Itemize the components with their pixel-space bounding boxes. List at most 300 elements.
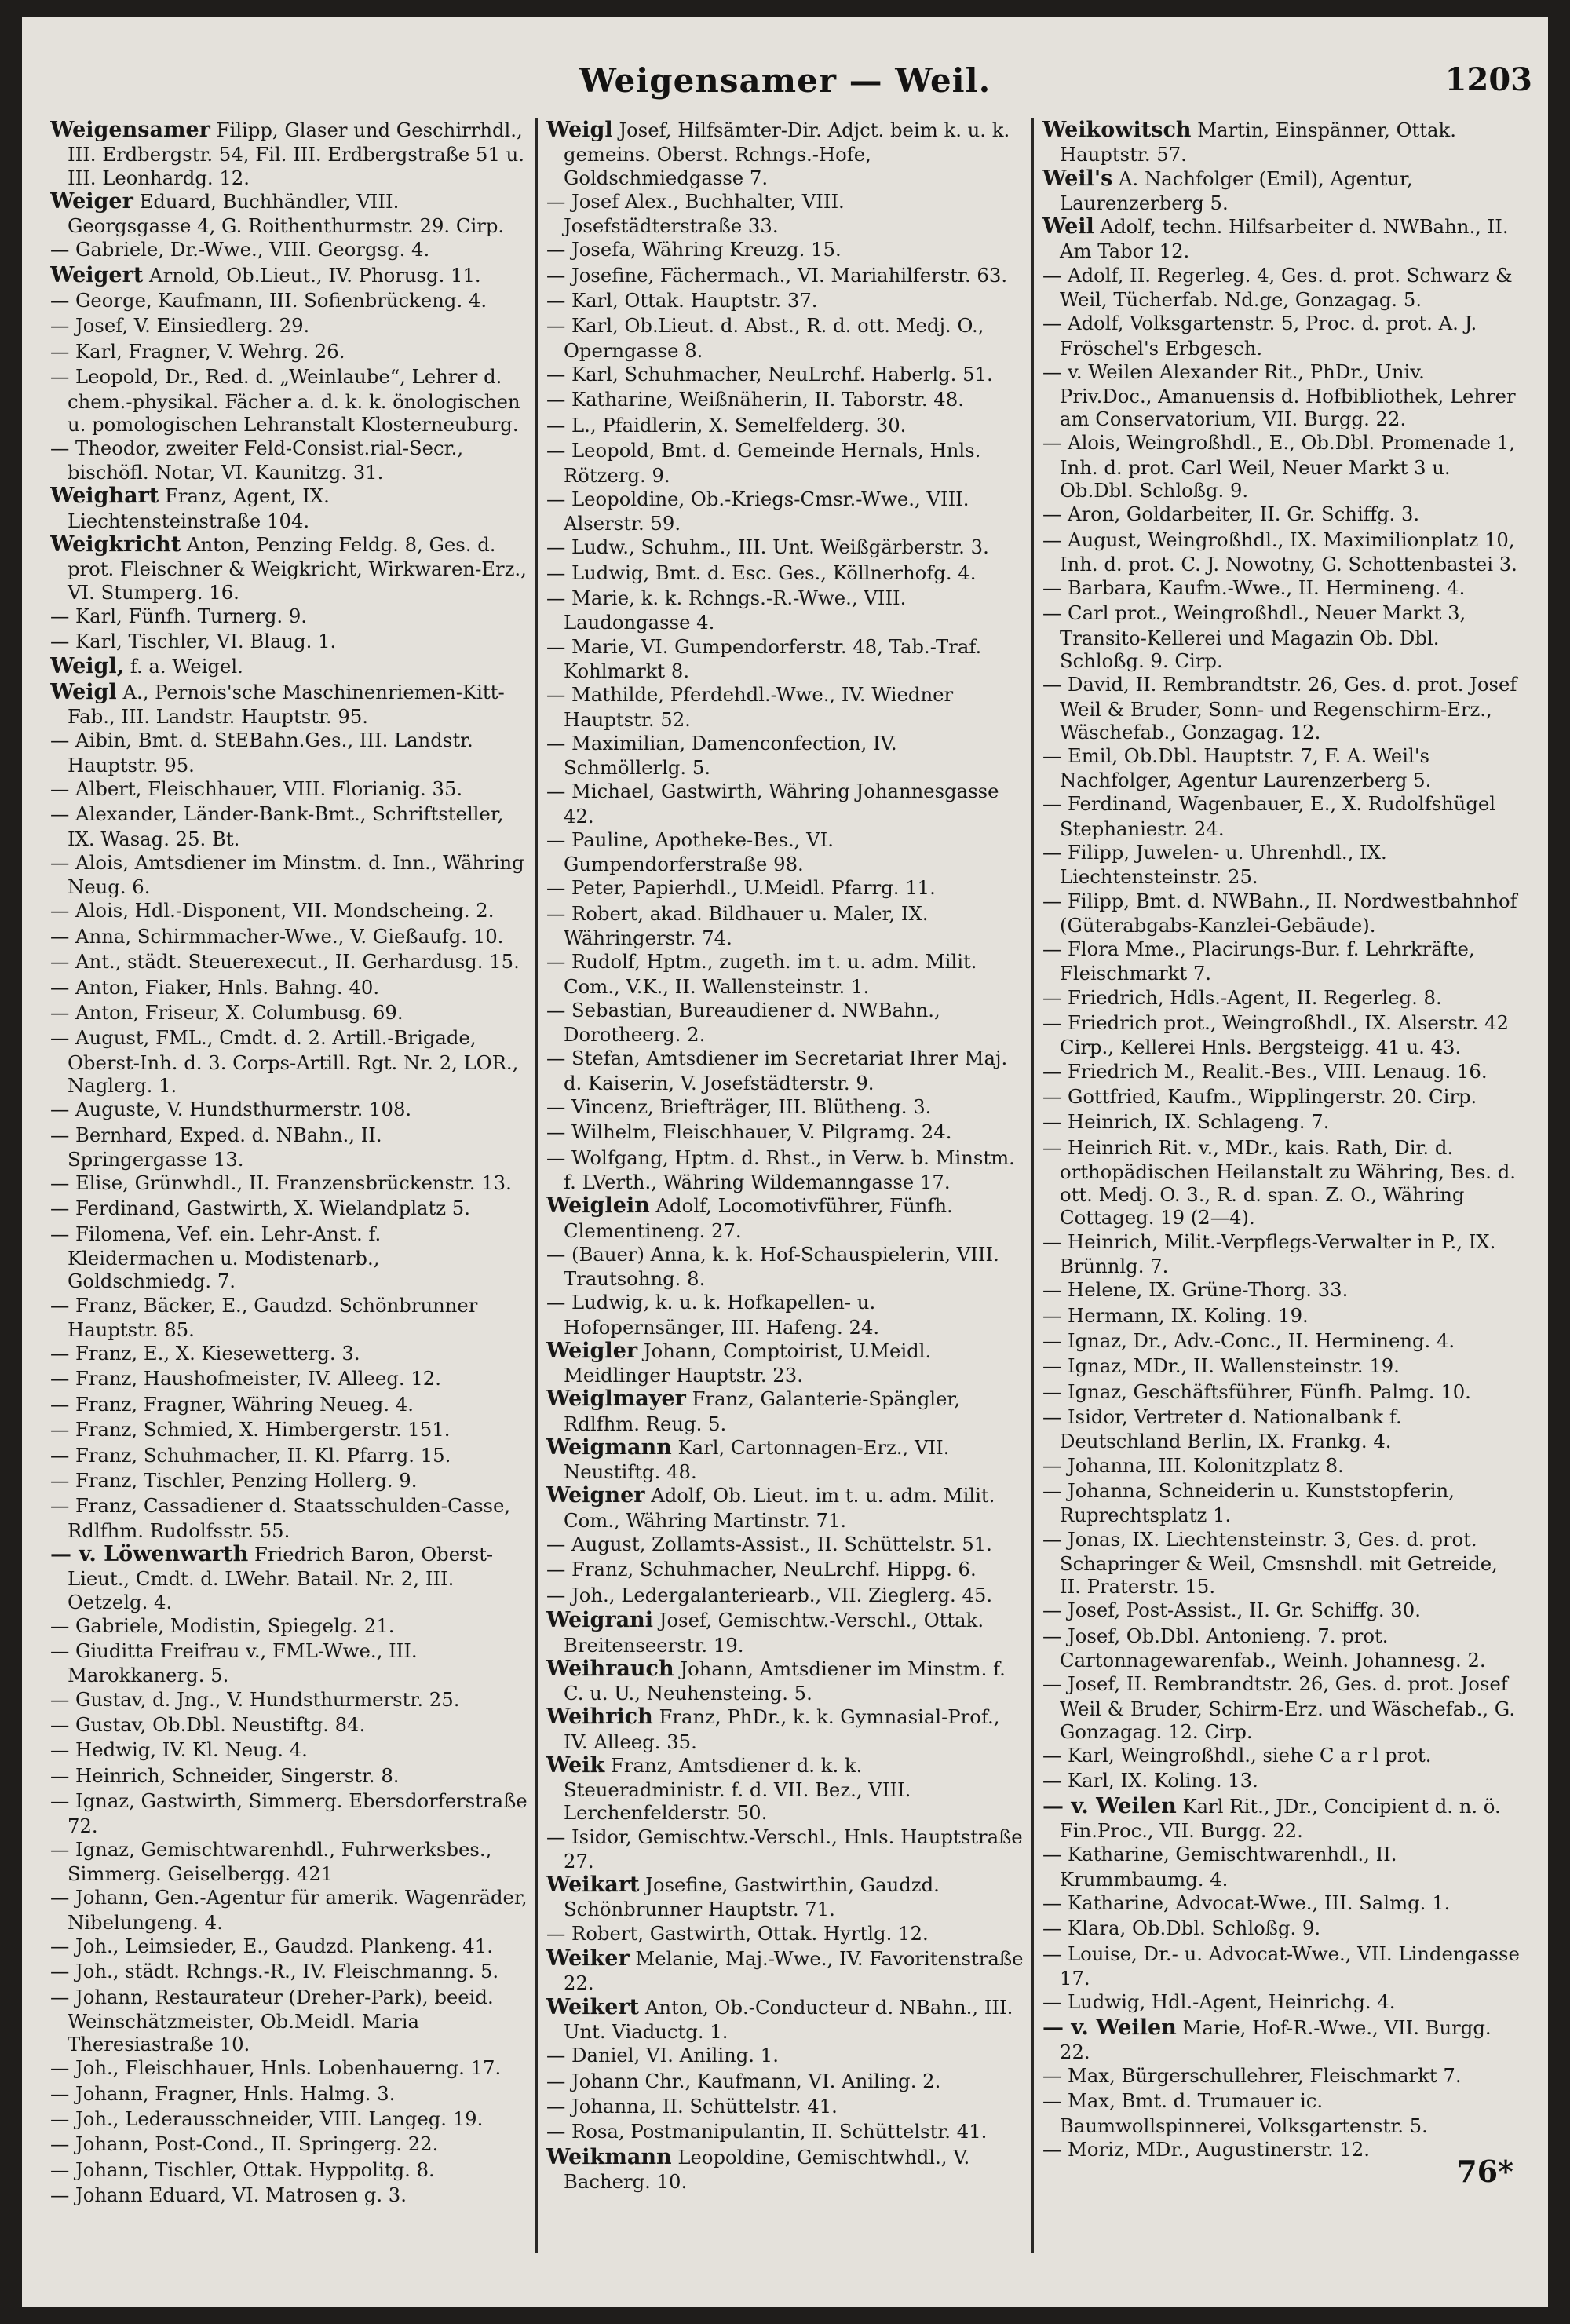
entry-text: — Ignaz, Dr., Adv.-Conc., II. Hermineng. 4.: [1042, 1328, 1455, 1352]
entry-text: Johann, Comptoirist, U.Meidl. Meidlinger Hauptstr. 23.: [564, 1339, 932, 1387]
entry-text: — Carl prot., Weingroßhdl., Neuer Markt 3, Transito-Kellerei und Magazin Ob. Dbl. Schloßg. 9. Cirp.: [1042, 601, 1466, 673]
entry-text: Melanie, Maj.-Wwe., IV. Favoritenstraße 22.: [564, 1947, 1024, 1995]
directory-entry: [50, 1222, 528, 1293]
directory-entry: [50, 1123, 528, 1171]
directory-entry: [1042, 2137, 1520, 2162]
entry-text: — Johann Eduard, VI. Matrosen g. 3.: [50, 2183, 407, 2207]
entry-text: — Johann, Tischler, Ottak. Hyppolitg. 8.: [50, 2158, 435, 2181]
entry-text: — Bernhard, Exped. d. NBahn., II. Springergasse 13.: [50, 1123, 382, 1171]
entry-text: — Marie, k. k. Rchngs.-R.-Wwe., VIII. Laudongasse 4.: [546, 586, 907, 634]
directory-entry: [1042, 1794, 1520, 1843]
column-2: [546, 118, 1024, 2253]
entry-text: — Michael, Gastwirth, Währing Johannesgasse 42.: [546, 780, 999, 828]
entry-text: — Johann, Post-Cond., II. Springerg. 22.: [50, 2132, 439, 2156]
directory-entry: [1042, 744, 1520, 792]
directory-entry: [546, 1120, 1024, 1145]
directory-entry: [1042, 263, 1520, 312]
directory-entry: [50, 2055, 528, 2081]
entry-text: — Moriz, MDr., Augustinerstr. 12.: [1042, 2137, 1370, 2161]
directory-entry: [1042, 1084, 1520, 1109]
entry-text: — Ludwig, k. u. k. Hofkapellen- u. Hofopernsänger, III. Hafeng. 24.: [546, 1291, 880, 1339]
entry-text: — Johanna, Schneiderin u. Kunststopferin, Ruprechtsplatz 1.: [1042, 1479, 1455, 1527]
entry-text: — August, FML., Cmdt. d. 2. Artill.-Brigade, Oberst-Inh. d. 3. Corps-Artill. Rgt. Nr. 2, LOR., Naglerg. 1.: [50, 1026, 519, 1097]
directory-entry: [1042, 1303, 1520, 1328]
directory-entry: [546, 2119, 1024, 2144]
directory-entry: [50, 1687, 528, 1712]
directory-entry: [546, 682, 1024, 731]
directory-entry: [546, 1387, 1024, 1435]
directory-entry: [546, 1435, 1024, 1484]
entry-text: — Alois, Amtsdiener im Minstm. d. Inn., Währing Neug. 6.: [50, 850, 524, 899]
directory-entry: [50, 2132, 528, 2157]
entry-text: — Leopoldine, Ob.-Kriegs-Cmsr.-Wwe., VIII. Alserstr. 59.: [546, 487, 969, 535]
directory-entry: [50, 1443, 528, 1468]
entry-text: — Ignaz, Geschäftsführer, Fünfh. Palmg. 10.: [1042, 1379, 1471, 1403]
directory-entry: [50, 1985, 528, 2056]
entry-text: — Adolf, Volksgartenstr. 5, Proc. d. prot. A. J. Fröschel's Erbgesch.: [1042, 312, 1477, 360]
entry-text: Anton, Penzing Feldg. 8, Ges. d. prot. Fleischner & Weigkricht, Wirkwaren-Erz., VI. Stumperg. 16.: [68, 533, 527, 604]
directory-entry: [50, 118, 528, 189]
entry-text: — Pauline, Apotheke-Bes., VI. Gumpendorferstraße 98.: [546, 828, 834, 876]
directory-entry: [546, 1146, 1024, 1194]
directory-entry: [546, 1193, 1024, 1242]
entry-text: — Anton, Friseur, X. Columbusg. 69.: [50, 1001, 403, 1025]
directory-entry: [50, 2183, 528, 2208]
entry-text: — Franz, Tischler, Penzing Hollerg. 9.: [50, 1469, 418, 1493]
directory-entry: [546, 998, 1024, 1047]
entry-text: — Karl, Tischler, VI. Blaug. 1.: [50, 630, 337, 653]
entry-text: — Josef, II. Rembrandtstr. 26, Ges. d. prot. Josef Weil & Bruder, Schirm-Erz. und Wäschefab., G. Gonzagag. 12. Cirp.: [1042, 1672, 1516, 1743]
entry-surname: Weigrani: [546, 1608, 654, 1633]
entry-surname: Weigl: [546, 118, 613, 142]
entry-surname: Weiker: [546, 1946, 630, 1971]
directory-entry: [50, 364, 528, 436]
entry-surname: Weiger: [50, 188, 133, 214]
directory-entry: [1042, 118, 1520, 166]
directory-entry: [50, 237, 528, 262]
directory-entry: [50, 1000, 528, 1025]
entry-text: — Leopold, Bmt. d. Gemeinde Hernals, Hnls. Rötzerg. 9.: [546, 439, 981, 487]
directory-entry: [546, 1046, 1024, 1094]
directory-entry: [1042, 1010, 1520, 1059]
entry-text: — Heinrich, Schneider, Singerstr. 8.: [50, 1763, 400, 1787]
directory-entry: [546, 1946, 1024, 1995]
entry-surname: Weigmann: [546, 1434, 672, 1460]
directory-entry: [50, 263, 528, 288]
directory-entry: [1042, 1135, 1520, 1230]
directory-entry: [1042, 1230, 1520, 1278]
directory-entry: [546, 362, 1024, 387]
entry-text: — v. Weilen Alexander Rit., PhDr., Univ. Priv.Doc., Amanuensis d. Hofbibliothek, Lehrer am Conservatorium, VII. Burgg. 22.: [1042, 360, 1516, 431]
entry-text: — Katharine, Weißnäherin, II. Taborstr. 48.: [546, 388, 964, 411]
entry-surname: Weil's: [1042, 166, 1113, 191]
entry-text: — Johanna, III. Kolonitzplatz 8.: [1042, 1453, 1344, 1477]
entry-text: — Gabriele, Modistin, Spiegelg. 21.: [50, 1613, 395, 1637]
directory-columns: [50, 118, 1534, 2253]
entry-text: Franz, PhDr., k. k. Gymnasial-Prof., IV. Alleeg. 35.: [564, 1705, 1000, 1753]
directory-entry: [1042, 528, 1520, 576]
entry-text: — Stefan, Amtsdiener im Secretariat Ihrer Maj. d. Kaiserin, V. Josefstädterstr. 9.: [546, 1047, 1008, 1094]
entry-text: — Joh., städt. Rchngs.-R., IV. Fleischmanng. 5.: [50, 1960, 499, 1983]
directory-entry: [50, 1392, 528, 1417]
entry-text: — Wilhelm, Fleischhauer, V. Pilgramg. 24.: [546, 1120, 952, 1144]
directory-entry: [1042, 576, 1520, 601]
directory-entry: [50, 484, 528, 532]
directory-entry: [1042, 1478, 1520, 1527]
directory-entry: [50, 924, 528, 949]
entry-surname: Weigkricht: [50, 532, 181, 557]
column-3: [1042, 118, 1520, 2253]
directory-entry: [1042, 1453, 1520, 1478]
entry-text: Franz, Amtsdiener d. k. k. Steueradministr. f. d. VII. Bez., VIII. Lerchenfelderstr. 50.: [564, 1753, 911, 1825]
entry-text: — Gottfried, Kaufm., Wipplingerstr. 20. Cirp.: [1042, 1084, 1477, 1108]
directory-entry: [1042, 985, 1520, 1010]
entry-surname: Weik: [546, 1752, 605, 1778]
entry-text: — Aibin, Bmt. d. StEBahn.Ges., III. Landstr. Hauptstr. 95.: [50, 729, 473, 776]
directory-entry: [546, 487, 1024, 535]
directory-entry: [50, 189, 528, 238]
entry-text: — Friedrich, Hdls.-Agent, II. Regerleg. 8.: [1042, 985, 1442, 1009]
entry-text: — Josef, V. Einsiedlerg. 29.: [50, 314, 310, 338]
entry-text: — Johann Chr., Kaufmann, VI. Aniling. 2.: [546, 2069, 941, 2092]
entry-text: — Josefa, Währing Kreuzg. 15.: [546, 238, 842, 261]
entry-text: — Maximilian, Damenconfection, IV. Schmöllerlg. 5.: [546, 731, 897, 780]
entry-text: — Hermann, IX. Koling. 19.: [1042, 1303, 1309, 1327]
entry-text: — Heinrich Rit. v., MDr., kais. Rath, Dir. d. orthopädischen Heilanstalt zu Währing, Bes. d. ott. Medj. O. 3., R. d. span. Z. O., Währing Cottageg. 19 (2—4).: [1042, 1135, 1516, 1230]
entry-text: — Franz, Fragner, Währing Neueg. 4.: [50, 1392, 414, 1416]
entry-text: — Ludwig, Bmt. d. Esc. Ges., Köllnerhofg. 4.: [546, 561, 977, 584]
entry-text: — Johanna, II. Schüttelstr. 41.: [546, 2094, 838, 2118]
entry-surname: Weigert: [50, 262, 144, 287]
directory-entry: [1042, 1328, 1520, 1354]
directory-entry: [50, 1293, 528, 1342]
directory-entry: [50, 850, 528, 899]
entry-text: Adolf, techn. Hilfsarbeiter d. NWBahn., II. Am Tabor 12.: [1060, 215, 1509, 263]
directory-entry: [50, 949, 528, 974]
directory-entry: [546, 949, 1024, 998]
entry-text: — L., Pfaidlerin, X. Semelfelderg. 30.: [546, 413, 907, 437]
directory-entry: [546, 1483, 1024, 1532]
entry-text: — Auguste, V. Hundsthurmerstr. 108.: [50, 1098, 412, 1121]
directory-entry: [546, 1557, 1024, 1582]
entry-text: — Franz, Schmied, X. Himbergerstr. 151.: [50, 1418, 451, 1442]
directory-entry: [50, 1171, 528, 1196]
directory-entry: [1042, 1990, 1520, 2015]
directory-entry: [1042, 1527, 1520, 1599]
entry-text: Karl, Cartonnagen-Erz., VII. Neustiftg. 48.: [564, 1435, 950, 1484]
directory-entry: [1042, 1109, 1520, 1135]
directory-entry: [1042, 1891, 1520, 1916]
entry-text: — Rosa, Postmanipulantin, II. Schüttelstr. 41.: [546, 2120, 988, 2143]
directory-entry: [546, 118, 1024, 189]
directory-entry: [50, 1366, 528, 1391]
running-title: Weigensamer — Weil.: [579, 61, 991, 100]
directory-entry: [50, 2158, 528, 2183]
directory-entry: [1042, 502, 1520, 527]
entry-text: — Heinrich, Milit.-Verpflegs-Verwalter in P., IX. Brünnlg. 7.: [1042, 1230, 1496, 1277]
entry-text: — Klara, Ob.Dbl. Schloßg. 9.: [1042, 1917, 1321, 1940]
directory-entry: [1042, 1405, 1520, 1453]
directory-entry: [50, 1025, 528, 1097]
entry-text: — Robert, Gastwirth, Ottak. Hyrtlg. 12.: [546, 1921, 929, 1945]
entry-text: — Heinrich, IX. Schlageng. 7.: [1042, 1110, 1330, 1134]
entry-text: — Leopold, Dr., Red. d. „Weinlaube“, Lehrer d. chem.-physikal. Fächer a. d. k. k. önologischen u. pomologischen Lehranstalt Klosterneuburg.: [50, 365, 520, 436]
directory-entry: [546, 263, 1024, 288]
entry-text: — Josef Alex., Buchhalter, VIII. Josefstädterstraße 33.: [546, 189, 845, 238]
directory-entry: [50, 604, 528, 629]
entry-text: — Alois, Hdl.-Disponent, VII. Mondscheing. 2.: [50, 899, 495, 923]
directory-entry: [50, 898, 528, 923]
entry-text: — Katharine, Advocat-Wwe., III. Salmg. 1.: [1042, 1891, 1451, 1914]
entry-text: — Helene, IX. Grüne-Thorg. 33.: [1042, 1278, 1349, 1302]
directory-entry: [50, 436, 528, 484]
directory-entry: [546, 875, 1024, 901]
entry-text: — Johann, Restaurateur (Dreher-Park), beeid. Weinschätzmeister, Ob.Meidl. Maria Theresiastraße 10.: [50, 1985, 494, 2056]
directory-entry: [50, 1196, 528, 1221]
directory-entry: [546, 586, 1024, 634]
directory-entry: [1042, 1916, 1520, 1941]
page-number: 1203: [1444, 61, 1532, 98]
entry-text: — Barbara, Kaufm.-Wwe., II. Hermineng. 4.: [1042, 576, 1466, 600]
directory-entry: [546, 1657, 1024, 1705]
entry-text: — George, Kaufmann, III. Sofienbrückeng. 4.: [50, 289, 487, 312]
entry-text: — Filomena, Vef. ein. Lehr-Anst. f. Kleidermachen u. Modistenarb., Goldschmiedg. 7.: [50, 1222, 382, 1293]
directory-entry: [1042, 1842, 1520, 1891]
directory-entry: [50, 1341, 528, 1366]
entry-surname: Weihrich: [546, 1705, 653, 1730]
directory-entry: [1042, 430, 1520, 502]
entry-text: — Mathilde, Pferdehdl.-Wwe., IV. Wiedner Hauptstr. 52.: [546, 683, 954, 731]
entry-surname: Weikart: [546, 1873, 640, 1898]
entry-text: — Karl, IX. Koling. 13.: [1042, 1769, 1258, 1792]
entry-text: Adolf, Ob. Lieut. im t. u. adm. Milit. Com., Währing Martinstr. 71.: [564, 1484, 995, 1532]
directory-entry: [546, 2094, 1024, 2119]
directory-entry: [50, 1837, 528, 1886]
directory-entry: [50, 680, 528, 729]
entry-surname: Weigl: [50, 679, 117, 704]
entry-text: — Vincenz, Briefträger, III. Blütheng. 3.: [546, 1094, 932, 1118]
entry-text: — Karl, Ob.Lieut. d. Abst., R. d. ott. Medj. O., Operngasse 8.: [546, 314, 984, 362]
directory-entry: [50, 1738, 528, 1763]
directory-entry: [546, 2069, 1024, 2094]
directory-entry: [1042, 1059, 1520, 1084]
entry-text: — Franz, Bäcker, E., Gaudzd. Schönbrunner Hauptstr. 85.: [50, 1293, 478, 1341]
entry-surname: Weiglein: [546, 1193, 650, 1219]
directory-entry: [50, 728, 528, 776]
entry-text: Franz, Agent, IX. Liechtensteinstraße 104.: [68, 484, 330, 532]
directory-entry: [50, 1789, 528, 1837]
directory-entry: [546, 1995, 1024, 2044]
signature-mark: 76*: [1456, 2154, 1513, 2189]
entry-text: — Gustav, Ob.Dbl. Neustiftg. 84.: [50, 1713, 366, 1736]
entry-surname: Weikowitsch: [1042, 118, 1192, 142]
entry-text: Arnold, Ob.Lieut., IV. Phorusg. 11.: [149, 263, 481, 287]
directory-entry: [50, 1542, 528, 1613]
directory-entry: [50, 802, 528, 850]
directory-entry: [546, 901, 1024, 950]
entry-text: Josefine, Gastwirthin, Gaudzd. Schönbrunner Hauptstr. 71.: [564, 1873, 940, 1921]
entry-surname: — v. Löwenwarth: [50, 1541, 249, 1566]
entry-surname: Weighart: [50, 484, 159, 509]
directory-entry: [50, 1763, 528, 1789]
entry-surname: Weikmann: [546, 2144, 672, 2169]
directory-entry: [546, 387, 1024, 412]
entry-text: — Joh., Lederausschneider, VIII. Langeg. 19.: [50, 2107, 484, 2131]
entry-surname: Weigl,: [50, 654, 125, 679]
directory-entry: [1042, 1743, 1520, 1768]
directory-entry: [50, 1613, 528, 1639]
page-header: [22, 61, 1548, 116]
entry-text: — Jonas, IX. Liechtensteinstr. 3, Ges. d. prot. Schapringer & Weil, Cmsnshdl. mit Getreide, II. Praterstr. 15.: [1042, 1527, 1498, 1599]
entry-text: — Ferdinand, Wagenbauer, E., X. Rudolfshügel Stephaniestr. 24.: [1042, 792, 1496, 840]
entry-text: — Joh., Leimsieder, E., Gaudzd. Plankeng. 41.: [50, 1934, 493, 1957]
entry-text: — Ignaz, Gemischtwarenhdl., Fuhrwerksbes., Simmerg. Geiselbergg. 421: [50, 1837, 492, 1886]
directory-entry: [1042, 1354, 1520, 1379]
entry-text: — Max, Bürgerschullehrer, Fleischmarkt 7.: [1042, 2064, 1462, 2088]
directory-entry: [50, 776, 528, 802]
directory-entry: [50, 975, 528, 1000]
entry-text: — August, Zollamts-Assist., II. Schüttelstr. 51.: [546, 1533, 992, 1556]
entry-surname: Weigner: [546, 1483, 645, 1508]
entry-text: — Filipp, Bmt. d. NWBahn., II. Nordwestbahnhof (Güterabgabs-Kanzlei-Gebäude).: [1042, 889, 1517, 937]
directory-entry: [1042, 1379, 1520, 1405]
entry-text: — Alexander, Länder-Bank-Bmt., Schriftsteller, IX. Wasag. 25. Bt.: [50, 802, 504, 850]
entry-text: — Ferdinand, Gastwirth, X. Wielandplatz 5.: [50, 1197, 470, 1220]
entry-text: — Franz, Cassadiener d. Staatsschulden-Casse, Rdlfhm. Rudolfsstr. 55.: [50, 1494, 511, 1542]
directory-entry: [546, 1532, 1024, 1557]
directory-entry: [546, 413, 1024, 438]
directory-entry: [546, 828, 1024, 876]
entry-text: — David, II. Rembrandtstr. 26, Ges. d. prot. Josef Weil & Bruder, Sonn- und Regenschirm-Erz., Wäschefab., Gonzagag. 12.: [1042, 673, 1517, 744]
directory-entry: [1042, 937, 1520, 985]
directory-entry: [546, 438, 1024, 487]
directory-entry: [1042, 889, 1520, 937]
directory-entry: [1042, 1598, 1520, 1623]
directory-entry: [50, 1468, 528, 1493]
entry-text: — Johann, Gen.-Agentur für amerik. Wagenräder, Nibelungeng. 4.: [50, 1886, 528, 1934]
entry-text: — Katharine, Gemischtwarenhdl., II. Krummbaumg. 4.: [1042, 1843, 1397, 1891]
entry-text: — Louise, Dr.- u. Advocat-Wwe., VII. Lindengasse 17.: [1042, 1942, 1520, 1990]
directory-entry: [50, 654, 528, 679]
directory-entry: [1042, 2015, 1520, 2064]
directory-entry: [546, 237, 1024, 262]
directory-entry: [1042, 360, 1520, 431]
directory-entry: [50, 1712, 528, 1738]
entry-surname: Weihrauch: [546, 1656, 674, 1681]
directory-entry: [546, 779, 1024, 828]
directory-entry: [1042, 1624, 1520, 1672]
entry-text: — Peter, Papierhdl., U.Meidl. Pfarrg. 11.: [546, 876, 936, 900]
entry-text: — Ludwig, Hdl.-Agent, Heinrichg. 4.: [1042, 1990, 1396, 2014]
entry-text: Anton, Ob.-Conducteur d. NBahn., III. Unt. Viaductg. 1.: [564, 1995, 1013, 2043]
entry-text: — Alois, Weingroßhdl., E., Ob.Dbl. Promenade 1, Inh. d. prot. Carl Weil, Neuer Markt 3 u. Ob.Dbl. Schloßg. 9.: [1042, 431, 1515, 502]
entry-text: — Elise, Grünwhdl., II. Franzensbrückenstr. 13.: [50, 1171, 512, 1195]
entry-text: Eduard, Buchhändler, VIII. Georgsgasse 4, G. Roithenthurmstr. 29. Cirp.: [68, 189, 505, 238]
directory-entry: [546, 2145, 1024, 2194]
entry-text: Filipp, Glaser und Geschirrhdl., III. Erdbergstr. 54, Fil. III. Erdbergstraße 51 u. III. Leonhardg. 12.: [68, 119, 524, 189]
entry-text: — Gabriele, Dr.-Wwe., VIII. Georgsg. 4.: [50, 238, 430, 261]
entry-text: — Franz, E., X. Kiesewetterg. 3.: [50, 1342, 360, 1365]
directory-entry: [546, 1825, 1024, 1873]
entry-text: — Sebastian, Bureaudiener d. NWBahn., Dorotheerg. 2.: [546, 998, 940, 1047]
directory-entry: [546, 1094, 1024, 1120]
entry-surname: Weil: [1042, 214, 1094, 239]
entry-surname: — v. Weilen: [1042, 2015, 1177, 2040]
directory-entry: [1042, 166, 1520, 215]
entry-text: — Ignaz, MDr., II. Wallensteinstr. 19.: [1042, 1354, 1400, 1378]
entry-text: — Marie, VI. Gumpendorferstr. 48, Tab.-Traf. Kohlmarkt 8.: [546, 634, 982, 682]
directory-entry: [1042, 840, 1520, 889]
entry-text: — Isidor, Gemischtw.-Verschl., Hnls. Hauptstraße 27.: [546, 1825, 1023, 1873]
entry-text: Karl Rit., JDr., Concipient d. n. ö. Fin.Proc., VII. Burgg. 22.: [1060, 1794, 1501, 1843]
directory-entry: [546, 1583, 1024, 1608]
directory-entry: [1042, 1768, 1520, 1793]
directory-entry: [546, 1339, 1024, 1387]
entry-text: Friedrich Baron, Oberst-Lieut., Cmdt. d. LWehr. Batail. Nr. 2, III. Oetzelg. 4.: [68, 1542, 494, 1613]
entry-text: — Robert, akad. Bildhauer u. Maler, IX. Währingerstr. 74.: [546, 901, 929, 950]
directory-entry: [50, 1885, 528, 1934]
entry-text: — Daniel, VI. Aniling. 1.: [546, 2044, 779, 2067]
entry-text: — Emil, Ob.Dbl. Hauptstr. 7, F. A. Weil's Nachfolger, Agentur Laurenzerberg 5.: [1042, 744, 1432, 792]
directory-entry: [546, 1608, 1024, 1657]
entry-text: — Karl, Weingroßhdl., siehe C a r l prot.: [1042, 1743, 1432, 1767]
directory-entry: [50, 1934, 528, 1959]
entry-text: — Aron, Goldarbeiter, II. Gr. Schiffg. 3.: [1042, 502, 1420, 526]
entry-text: — Anna, Schirmmacher-Wwe., V. Gießaufg. 10.: [50, 924, 504, 948]
entry-surname: Weikert: [546, 1994, 640, 2019]
entry-text: — Anton, Fiaker, Hnls. Bahng. 40.: [50, 975, 380, 999]
entry-text: — Johann, Fragner, Hnls. Halmg. 3.: [50, 2081, 396, 2105]
directory-entry: [546, 634, 1024, 683]
directory-entry: [1042, 311, 1520, 360]
directory-entry: [50, 532, 528, 604]
directory-entry: [546, 2043, 1024, 2068]
directory-entry: [1042, 791, 1520, 840]
directory-entry: [1042, 1277, 1520, 1303]
entry-text: Josef, Hilfsämter-Dir. Adjct. beim k. u. k. gemeins. Oberst. Rchngs.-Hofe, Goldschmiedgasse 7.: [564, 119, 1010, 189]
entry-text: A., Pernois'sche Maschinenriemen-Kitt-Fab., III. Landstr. Hauptstr. 95.: [68, 680, 505, 729]
entry-text: — Ludw., Schuhm., III. Unt. Weißgärberstr. 3.: [546, 535, 989, 559]
entry-text: — August, Weingroßhdl., IX. Maximilionplatz 10, Inh. d. prot. C. J. Nowotny, G. Schottenbastei 3.: [1042, 528, 1517, 576]
directory-entry: [50, 313, 528, 338]
entry-text: — Josef, Ob.Dbl. Antonieng. 7. prot. Cartonnagewarenfab., Weinh. Johannesg. 2.: [1042, 1624, 1486, 1672]
entry-text: Adolf, Locomotivführer, Fünfh. Clementineng. 27.: [564, 1194, 953, 1242]
entry-text: A. Nachfolger (Emil), Agentur, Laurenzerberg 5.: [1060, 166, 1413, 214]
entry-text: — Adolf, II. Regerleg. 4, Ges. d. prot. Schwarz & Weil, Tücherfab. Nd.ge, Gonzagag. 5.: [1042, 263, 1513, 312]
directory-entry: [546, 1873, 1024, 1921]
directory-entry: [50, 1639, 528, 1687]
directory-page: [22, 17, 1548, 2307]
entry-surname: Weiglmayer: [546, 1387, 686, 1412]
entry-text: — Karl, Schuhmacher, NeuLrchf. Haberlg. 51.: [546, 362, 993, 386]
directory-entry: [1042, 601, 1520, 672]
entry-text: — Hedwig, IV. Kl. Neug. 4.: [50, 1738, 308, 1762]
directory-entry: [50, 1097, 528, 1122]
entry-text: — Wolfgang, Hptm. d. Rhst., in Verw. b. Minstm. f. LVerth., Währing Wildemanngasse 17.: [546, 1146, 1015, 1194]
entry-text: — Karl, Ottak. Hauptstr. 37.: [546, 289, 818, 312]
entry-text: — Theodor, zweiter Feld-Consist.rial-Secr., bischöfl. Notar, VI. Kaunitzg. 31.: [50, 436, 464, 484]
directory-entry: [1042, 2088, 1520, 2137]
entry-text: — Friedrich prot., Weingroßhdl., IX. Alserstr. 42 Cirp., Kellerei Hnls. Bergsteigg. 41 u. 43.: [1042, 1011, 1509, 1059]
entry-text: — Josefine, Fächermach., VI. Mariahilferstr. 63.: [546, 263, 1008, 287]
entry-text: — Ignaz, Gastwirth, Simmerg. Ebersdorferstraße 72.: [50, 1789, 528, 1837]
directory-entry: [1042, 214, 1520, 263]
directory-entry: [50, 1493, 528, 1542]
directory-entry: [546, 1705, 1024, 1753]
directory-entry: [1042, 1942, 1520, 1990]
entry-text: — Joh., Fleischhauer, Hnls. Lobenhauerng. 17.: [50, 2056, 502, 2080]
directory-entry: [1042, 1672, 1520, 1743]
